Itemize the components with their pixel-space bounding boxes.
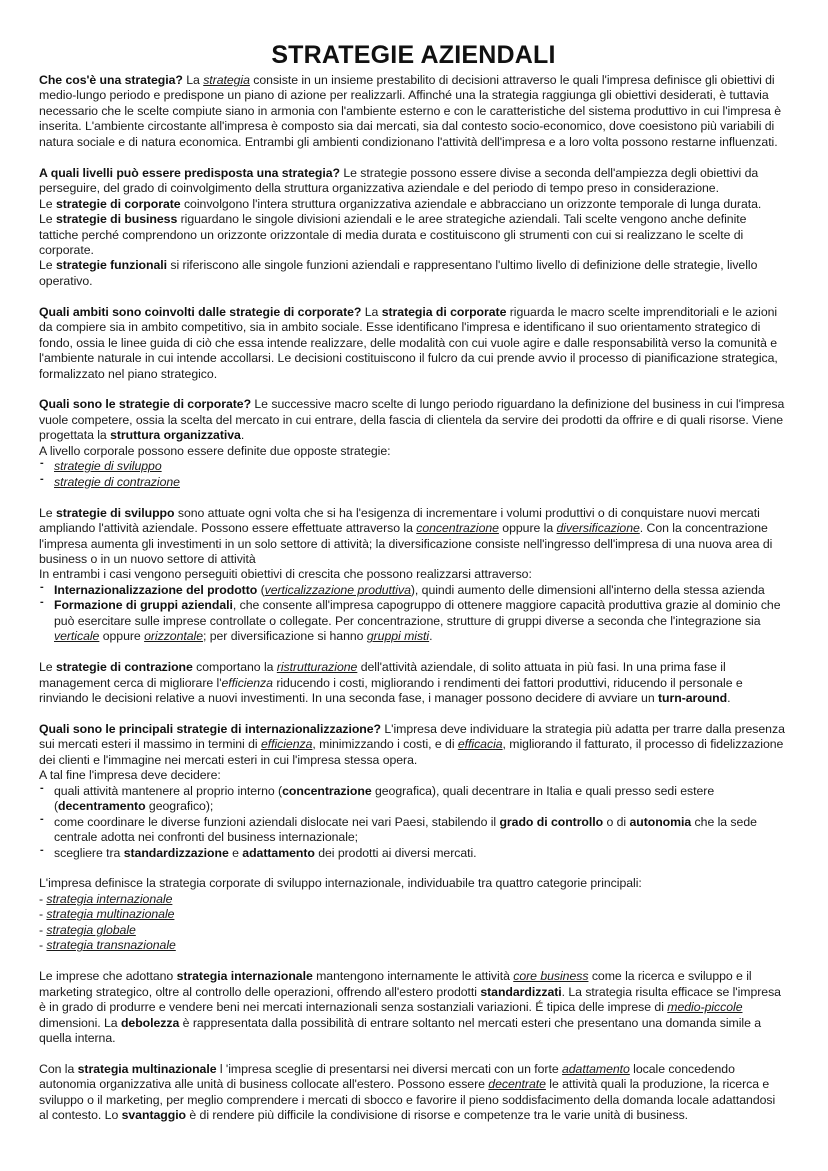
page-title: STRATEGIE AZIENDALI	[271, 41, 556, 69]
question-heading: A quali livelli può essere predisposta una strategia?	[39, 165, 340, 180]
section-international-categories: L'impresa definisce la strategia corporate di sviluppo internazionale, individuabile tra quattro categorie principali: - strategia internazionale - strategia multinazionale - strategia globale - strategia transnazionale	[39, 876, 788, 953]
growth-methods-list	[39, 583, 788, 645]
term-strategia: strategia	[203, 73, 250, 87]
decisions-list	[39, 784, 788, 861]
question-heading: Quali sono le principali strategie di internazionalizzazione?	[39, 721, 382, 736]
list-item: - strategia internazionale	[39, 892, 788, 907]
list-item: - quali attività mantenere al proprio interno (concentrazione geografica), quali decentrare in Italia e quali presso sedi estere (decentramento geografico);	[39, 784, 788, 815]
list-item: - strategie di sviluppo	[39, 459, 788, 474]
section-multinational-strategy: Con la strategia multinazionale l 'impresa sceglie di presentarsi nei diversi mercati con un forte adattamento locale concedendo autonomia organizzativa alle unità di business collocate all'estero. Possono essere decentrate le attività quali la produzione, la ricerca e sviluppo o il marketing, per meglio comprendere i mercati di sbocco e favorire il pieno soddisfacimento della domanda locale adattandosi al contesto. Lo svantaggio è di rendere più difficile la condivisione di risorse e competenze tra le varie unità di business.	[39, 1061, 776, 1123]
section-internationalization: Quali sono le principali strategie di internazionalizzazione? L'impresa deve individuare la strategia più adatta per trarre dalla presenza sui mercati esteri il massimo in termini di efficienza, minimizzando i costi, e di efficacia, migliorando il fatturato, il processo di fidelizzazione dei clienti e l'immagine nei mercati esteri in cui l'impresa stessa opera. A tal fine l'impresa deve decidere: - quali attività mantenere al proprio interno (concentrazione geografica), quali decentrare in Italia e quali presso sedi estere (decentramento geografico); - come coordinare le diverse funzioni aziendali dislocate nei vari Paesi, stabilendo il grado di controllo o di autonomia che la sede centrale adotta nei confronti del business internazionale; - scegliere tra standardizzazione e adattamento dei prodotti ai diversi mercati.	[39, 722, 788, 861]
question-heading: Che cos'è una strategia?	[39, 73, 183, 87]
list-item: - scegliere tra standardizzazione e adattamento dei prodotti ai diversi mercati.	[39, 846, 788, 861]
section-corporate-strategies: Quali sono le strategie di corporate? Le successive macro scelte di lungo periodo riguardano la definizione del business in cui l'impresa vuole competere, ossia la scelta del mercato in cui entrare, della fascia di clientela da servire dei prodotti da offrire e di quali risorse. Viene progettata la struttura organizzativa. A livello corporale possono essere definite due opposte strategie: - strategie di sviluppo - strategie di contrazione	[39, 397, 788, 490]
section-what-is-strategy: Che cos'è una strategia? La strategia consiste in un insieme prestabilito di decisioni attraverso le quali l'impresa definisce gli obiettivi di medio-lungo periodo e predispone un piano di azione per realizzarli. Affinché una la strategia raggiunga gli obiettivi desiderati, è tuttavia necessario che le scelte compiute siano in armonia con l'ambiente esterno e con le caratteristiche del sistema produttivo in cui l'impresa è inserita. L'ambiente circostante all'impresa è composto sia dai mercati, sia dal contesto socio-economico, dove coesistono più variabili di natura sociale e di natura economica. Entrambi gli ambienti condizionano l'attività dell'impresa e a loro volta possono restarne influenzati.	[39, 73, 782, 149]
section-corporate-scope: Quali ambiti sono coinvolti dalle strategie di corporate? La strategia di corporate riguarda le macro scelte imprenditoriali e le azioni da compiere sia in ambito competitivo, sia in ambito sociale. Esse identificano l'impresa e identificano il suo orientamento strategico di fondo, ossia le linee guida di ciò che essa intende realizzare, delle modalità con cui vuole agire e dalle responsabilità verso la comunità e l'ambiente naturale in cui intende accollarsi. Le decisioni costituiscono il fulcro da cui prende avvio il processo di pianificazione strategica, formalizzato nel piano strategico.	[39, 304, 778, 381]
list-item: - Formazione di gruppi aziendali, che consente all'impresa capogruppo di ottenere maggiore capacità produttiva grazie al dominio che può esercitare sulle imprese controllate o collegate. Per concentrazione, strutture di gruppi diverse a seconda che l'integrazione sia verticale oppure orizzontale; per diversificazione si hanno gruppi misti.	[39, 598, 788, 644]
list-item: - strategia globale	[39, 923, 788, 938]
list-item: - Internazionalizzazione del prodotto (verticalizzazione produttiva), quindi aumento delle dimensioni all'interno della stessa azienda	[39, 583, 788, 598]
list-item: - strategia transnazionale	[39, 938, 788, 953]
section-development-strategies: Le strategie di sviluppo sono attuate ogni volta che si ha l'esigenza di incrementare i volumi produttivi o di conquistare nuovi mercati ampliando l'attività aziendale. Possono essere effettuate attraverso la concentrazione oppure la diversificazione. Con la concentrazione l'impresa aumenta gli investimenti in un solo settore di attività; la diversificazione consiste nell'ingresso dell'impresa di una nuova area di business o in un nuovo settore di attività In entrambi i casi vengono perseguiti obiettivi di crescita che possono realizzarsi attraverso: - Internazionalizzazione del prodotto (verticalizzazione produttiva), quindi aumento delle dimensioni all'interno della stessa azienda - Formazione di gruppi aziendali, che consente all'impresa capogruppo di ottenere maggiore capacità produttiva grazie al dominio che può esercitare sulle imprese controllate o collegate. Per concentrazione, strutture di gruppi diverse a seconda che l'integrazione sia verticale oppure orizzontale; per diversificazione si hanno gruppi misti.	[39, 506, 788, 645]
list-item: - come coordinare le diverse funzioni aziendali dislocate nei vari Paesi, stabilendo il grado di controllo o di autonomia che la sede centrale adotta nei confronti del business internazionale;	[39, 815, 788, 846]
categories-list	[39, 892, 788, 954]
section-contraction-strategies: Le strategie di contrazione comportano la ristrutturazione dell'attività aziendale, di solito attuata in più fasi. In una prima fase il management cerca di migliorare l'efficienza riducendo i costi, migliorando i rendimenti dei fattori produttivi, riducendo il personale e rinviando le decisioni relative a nuovi investimenti. In una seconda fase, i manager possono decidere di avviare un turn-around.	[39, 660, 743, 706]
section-strategy-levels: A quali livelli può essere predisposta una strategia? Le strategie possono essere divise a seconda dell'ampiezza degli obiettivi da perseguire, del grado di coinvolgimento della struttura organizzativa aziendale e del periodo di tempo preso in considerazione. Le strategie di corporate coinvolgono l'intera struttura organizzativa aziendale e abbracciano un orizzonte temporale di lunga durata. Le strategie di business riguardano le singole divisioni aziendali e le aree strategiche aziendali. Tali scelte vengono anche definite tattiche perché comprendono un orizzonte orizzontale di media durata e costituiscono gli strumenti con cui si realizzano le scelte di corporate. Le strategie funzionali si riferiscono alle singole funzioni aziendali e rappresentano l'ultimo livello di definizione delle strategie, livello operativo.	[39, 165, 762, 288]
list-item: - strategie di contrazione	[39, 475, 788, 490]
question-heading: Quali sono le strategie di corporate?	[39, 397, 252, 412]
question-heading: Quali ambiti sono coinvolti dalle strategie di corporate?	[39, 304, 362, 319]
list-item: - strategia multinazionale	[39, 907, 788, 922]
section-international-strategy: Le imprese che adottano strategia internazionale mantengono internamente le attività core business come la ricerca e sviluppo e il marketing strategico, oltre al controllo delle operazioni, offrendo all'estero prodotti standardizzati. La strategia risulta efficace se l'impresa è in grado di produrre e vendere beni nei mercati internazionali senza sostanziali variazioni. É tipica delle imprese di medio-piccole dimensioni. La debolezza è rappresentata dalla possibilità di entrare soltanto nel mercati esteri che presentano una domanda simile a quella interna.	[39, 969, 781, 1045]
strategy-types-list	[39, 459, 788, 490]
